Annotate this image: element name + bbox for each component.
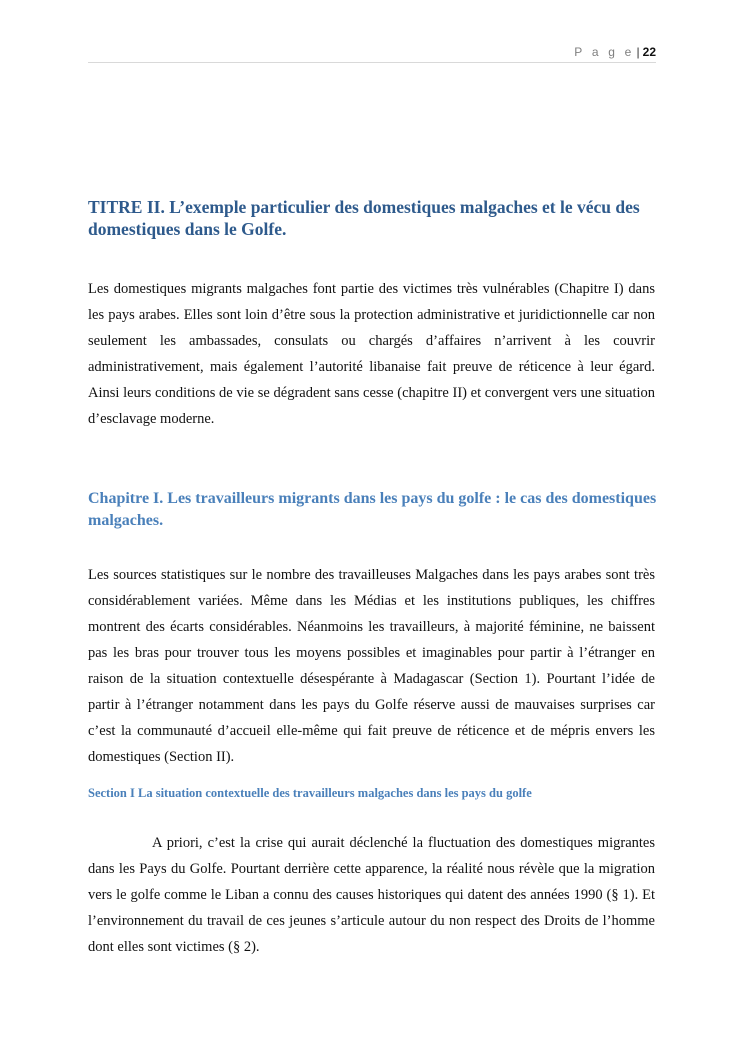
chapitre-paragraph: Les sources statistiques sur le nombre des travailleuses Malgaches dans les pays arabes sont très considérablement variées. Même dans les Médias et les institutions publiques, les chiffres montrent des écarts considérables. Néanmoins les travailleurs, à majorité féminine, ne baissent pas les bras pour trouver tous les moyens possibles et imaginables pour partir à l’étranger en raison de la situation contextuelle désespérante à Madagascar (Section 1). Pourtant l’idée de partir à l’étranger notamment dans les pays du Golfe réserve aussi de mauvaises surprises car c’est la communauté d’accueil elle-même qui fait preuve de réticence et de mépris envers les domestiques (Section II). bbox=[88, 567, 655, 765]
page-header bbox=[88, 44, 656, 63]
titre-heading: TITRE II. L’exemple particulier des domestiques malgaches et le vécu des domestiques dans le Golfe. bbox=[88, 197, 640, 239]
page-number: 22 bbox=[642, 45, 656, 59]
chapitre-heading: Chapitre I. Les travailleurs migrants dans les pays du golfe : le cas des domestiques malgaches. bbox=[88, 490, 657, 529]
page-separator: | bbox=[636, 45, 640, 59]
page-label: P a g e bbox=[574, 45, 635, 59]
intro-paragraph: Les domestiques migrants malgaches font partie des victimes très vulnérables (Chapitre I) dans les pays arabes. Elles sont loin d’être sous la protection administrative et juridictionnelle car non seulement les ambassades, consulats ou chargés d’affaires n’arrivent à les couvrir administrativement, mais également l’autorité libanaise fait preuve de réticence à leur égard. Ainsi leurs conditions de vie se dégradent sans cesse (chapitre II) et convergent vers une situation d’esclavage moderne. bbox=[88, 281, 655, 427]
section-heading: Section I La situation contextuelle des travailleurs malgaches dans les pays du golfe bbox=[88, 786, 532, 800]
section-paragraph: A priori, c’est la crise qui aurait déclenché la fluctuation des domestiques migrantes dans les Pays du Golfe. Pourtant derrière cette apparence, la réalité nous révèle que la migration vers le golfe comme le Liban a connu des causes historiques qui datent des années 1990 (§ 1). Et l’environnement du travail de ces jeunes s’articule autour du non respect des Droits de l’homme dont elles sont victimes (§ 2). bbox=[88, 835, 655, 955]
